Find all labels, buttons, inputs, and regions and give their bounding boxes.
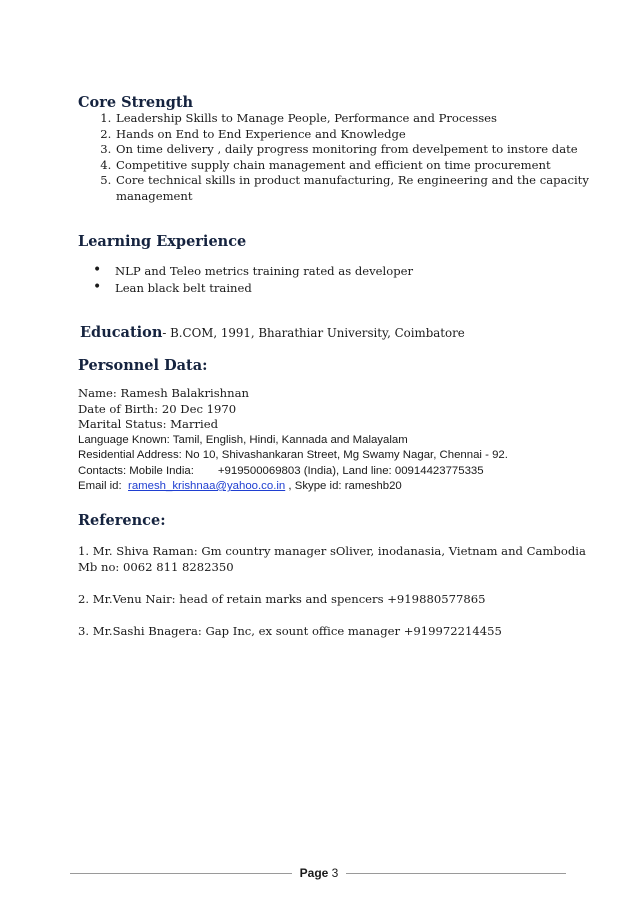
reference-1-line-1: 1. Mr. Shiva Raman: Gm country manager sOliver, inodanasia, Vietnam and Cambodia <box>78 544 586 558</box>
footer-rule-left <box>70 873 292 874</box>
personnel-data <box>78 386 578 495</box>
contacts-label: Contacts: Mobile India: <box>78 464 194 477</box>
footer-rule-right <box>346 873 566 874</box>
page-number: 3 <box>331 866 339 880</box>
education-text: - B.COM, 1991, Bharathiar University, Coimbatore <box>162 326 465 340</box>
email-label: Email id: <box>78 480 122 492</box>
personnel-data-heading: Personnel Data: <box>78 357 208 374</box>
contacts-line <box>78 464 578 480</box>
name-line: Name: Ramesh Balakrishnan <box>78 386 249 400</box>
list-item: • Lean black belt trained <box>115 280 575 297</box>
email-link[interactable]: ramesh_krishnaa@yahoo.co.in <box>128 480 286 492</box>
email-line <box>78 479 578 495</box>
reference-3: 3. Mr.Sashi Bnagera: Gap Inc, ex sount office manager +919972214455 <box>78 624 502 638</box>
marital-status-line: Marital Status: Married <box>78 417 219 431</box>
reference-2: 2. Mr.Venu Nair: head of retain marks and spencers +919880577865 <box>78 592 486 606</box>
languages-line: Language Known: Tamil, English, Hindi, Kannada and Malayalam <box>78 433 408 446</box>
list-item: 2. Hands on End to End Experience and Knowledge <box>115 127 595 143</box>
page-label: Page <box>299 866 329 880</box>
education-line <box>80 324 465 341</box>
learning-experience-list <box>78 263 575 297</box>
reference-list <box>78 543 586 639</box>
reference-heading: Reference: <box>78 512 166 529</box>
list-item: 1. Leadership Skills to Manage People, Performance and Processes <box>115 111 595 127</box>
list-item: 4. Competitive supply chain management and efficient on time procurement <box>115 158 595 174</box>
list-item: 3. On time delivery , daily progress monitoring from develpement to instore date <box>115 142 595 158</box>
page-footer <box>292 866 346 880</box>
learning-experience-heading: Learning Experience <box>78 233 247 250</box>
dob-line: Date of Birth: 20 Dec 1970 <box>78 401 237 416</box>
contacts-value: +919500069803 (India), Land line: 00914423775335 <box>217 464 484 477</box>
education-label: Education <box>80 324 163 341</box>
address-line: Residential Address: No 10, Shivashankaran Street, Mg Swamy Nagar, Chennai - 92. <box>78 449 508 461</box>
core-strength-heading: Core Strength <box>78 94 194 111</box>
core-strength-list <box>78 111 595 205</box>
list-item: 5. Core technical skills in product manufacturing, Re engineering and the capacity management <box>115 173 595 204</box>
list-item: • NLP and Teleo metrics training rated as developer <box>115 263 575 280</box>
skype-text: , Skype id: rameshb20 <box>285 480 402 492</box>
reference-1-line-2: Mb no: 0062 811 8282350 <box>78 560 234 574</box>
